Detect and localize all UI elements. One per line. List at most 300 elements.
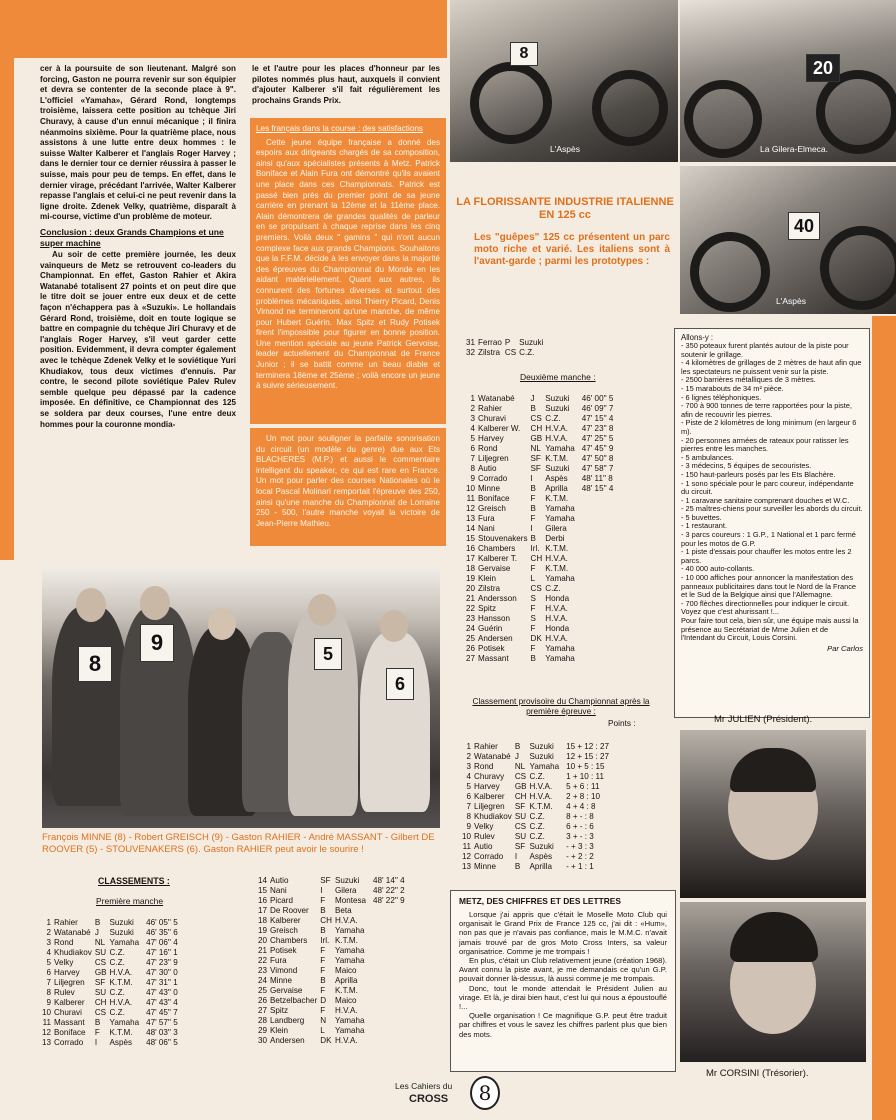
- result-row: [466, 614, 616, 624]
- time-cell: [578, 594, 617, 604]
- time-cell: [369, 936, 408, 946]
- page-number: 8: [470, 1076, 500, 1110]
- first-heat-table-c: [466, 338, 553, 358]
- country-cell: F: [320, 986, 326, 995]
- rider-cell: Guérin: [478, 624, 503, 633]
- rank-cell: 7: [466, 802, 472, 811]
- make-cell: H.V.A.: [109, 968, 133, 977]
- rider-cell: Fura: [478, 514, 495, 523]
- allons-y-item: - 5 ambulances.: [681, 452, 734, 462]
- rider-cell: Potisek: [478, 644, 505, 653]
- rider-cell: Churavy: [474, 772, 505, 781]
- time-cell: 48' 22'' 2: [373, 886, 405, 895]
- make-cell: Yamaha: [545, 574, 575, 583]
- result-row: [466, 564, 616, 574]
- country-cell: CS: [94, 1008, 107, 1017]
- make-cell: Yamaha: [334, 946, 365, 955]
- result-row: [466, 654, 616, 664]
- rider-cell: Khudiakov: [474, 812, 512, 821]
- time-cell: 48' 14'' 4: [373, 876, 405, 885]
- result-row: [42, 998, 181, 1008]
- result-row: [42, 948, 181, 958]
- provisional-standings-title: Classement provisoire du Championnat après la première épreuve :: [472, 696, 650, 716]
- time-cell: 8 + - : 8: [566, 812, 594, 821]
- result-row: [466, 584, 616, 594]
- time-cell: 4 + 4 : 8: [566, 802, 596, 811]
- rider-cell: Nani: [270, 886, 287, 895]
- rank-cell: 32: [466, 348, 476, 357]
- rider-cell: Rahier: [474, 742, 498, 751]
- result-row: [466, 624, 616, 634]
- make-cell: Maico: [334, 996, 357, 1005]
- rider-cell: Minne: [474, 862, 497, 871]
- metz-figures-p1: Lorsque j'ai appris que c'était le Moselle Moto Club qui organisait le Grand Prix de France 125 cc, j'ai dit : «Hum», non pas que je n'avais pas confiance, mais le M.M.C. n'avait jamais trouvé par de gros Moto Cross Inters, sa valeur organisatrice. Comme je me trompais !: [459, 910, 667, 956]
- result-row: [42, 938, 181, 948]
- country-cell: I: [530, 474, 533, 483]
- rank-cell: 6: [470, 444, 476, 453]
- allons-y-item: - 4 kilomètres de grillages de 2 mètres de haut afin que les spectateurs ne puissent venir sur la piste.: [681, 358, 862, 376]
- time-cell: 47' 30'' 0: [146, 968, 178, 977]
- time-cell: 2 + 8 : 10: [566, 792, 601, 801]
- allons-y-item: - 3 médecins, 5 équipes de secouristes.: [681, 461, 812, 471]
- time-cell: 47' 45'' 9: [581, 444, 614, 453]
- make-cell: C.Z.: [545, 584, 561, 593]
- result-row: [42, 928, 181, 938]
- time-cell: 47' 31'' 1: [146, 978, 178, 987]
- time-cell: 46' 09'' 7: [581, 404, 614, 413]
- make-cell: C.Z.: [529, 832, 545, 841]
- make-cell: H.V.A.: [545, 634, 568, 643]
- make-cell: Maico: [334, 966, 357, 975]
- rider-cell: Massant: [478, 654, 509, 663]
- result-row: [466, 494, 616, 504]
- rider-cell: Watanabé: [478, 394, 515, 403]
- allons-y-item: - 2500 barrières métalliques de 3 mètres.: [681, 375, 816, 385]
- country-cell: F: [530, 604, 536, 613]
- result-row: [462, 802, 612, 812]
- time-cell: [578, 574, 617, 584]
- magazine-logo: [395, 1074, 505, 1114]
- result-row: [466, 554, 616, 564]
- make-cell: H.V.A.: [545, 554, 568, 563]
- country-cell: CH: [530, 424, 543, 433]
- country-cell: P: [504, 338, 511, 347]
- rank-cell: 17: [258, 906, 268, 915]
- make-cell: K.T.M.: [109, 978, 133, 987]
- country-cell: CH: [94, 998, 107, 1007]
- second-heat-title: Deuxième manche :: [520, 372, 596, 382]
- logo-line-2: CROSS: [409, 1093, 449, 1105]
- rank-cell: 13: [462, 862, 472, 871]
- result-row: [258, 1016, 408, 1026]
- rider-cell: Minne: [478, 484, 501, 493]
- sound-system-box: [250, 428, 446, 546]
- result-row: [42, 1038, 181, 1048]
- rank-cell: 21: [466, 594, 476, 603]
- rider-cell: Rahier: [54, 918, 78, 927]
- time-cell: 47' 43'' 0: [146, 988, 178, 997]
- result-row: [258, 996, 408, 1006]
- provisional-standings-table: [462, 742, 612, 872]
- result-row: [466, 474, 616, 484]
- rank-cell: 15: [258, 886, 268, 895]
- metz-figures-p2: En plus, c'était un Club relativement jeune (création 1968). Avant connu la piste avant, je me demandais ce qu'un G.P. pouvait donner là-dessus, là aussi comme je me trompais.: [459, 956, 667, 984]
- make-cell: K.T.M.: [545, 544, 569, 553]
- rider-cell: Harvey: [478, 434, 504, 443]
- rider-cell: Liljegren: [478, 454, 509, 463]
- rank-cell: 3: [46, 938, 52, 947]
- rank-cell: 17: [466, 554, 476, 563]
- time-cell: [369, 1016, 408, 1026]
- allons-y-item: - 700 à 900 tonnes de terre rapportées pour la piste, afin de recouvrir les pierres.: [681, 401, 852, 419]
- make-cell: Suzuki: [529, 742, 554, 751]
- rank-cell: 18: [466, 564, 476, 573]
- time-cell: 10 + 5 : 15: [566, 762, 605, 771]
- result-row: [466, 634, 616, 644]
- result-row: [462, 822, 612, 832]
- country-cell: F: [320, 1006, 326, 1015]
- make-cell: H.V.A.: [334, 1036, 358, 1045]
- country-cell: CS: [94, 958, 107, 967]
- time-cell: 48' 11'' 8: [581, 474, 613, 483]
- time-cell: 1 + 10 : 11: [566, 772, 604, 781]
- time-cell: [546, 348, 553, 358]
- rider-cell: Gervaise: [478, 564, 511, 573]
- country-cell: NL: [94, 938, 106, 947]
- country-cell: B: [320, 926, 326, 935]
- metz-figures-box: [450, 890, 676, 1072]
- result-row: [462, 792, 612, 802]
- make-cell: Yamaha: [545, 514, 575, 523]
- rank-cell: 19: [466, 574, 476, 583]
- make-cell: C.Z.: [519, 348, 535, 357]
- rider-cell: Klein: [270, 1026, 289, 1035]
- make-cell: Aspès: [529, 852, 553, 861]
- rank-cell: 22: [258, 956, 268, 965]
- time-cell: 46' 05'' 5: [146, 918, 178, 927]
- italian-industry-block: [452, 196, 678, 222]
- country-cell: SU: [94, 948, 107, 957]
- result-row: [258, 886, 408, 896]
- time-cell: 15 + 12 : 27: [566, 742, 610, 751]
- rider-cell: Rulev: [54, 988, 75, 997]
- julien-caption: Mr JULIEN (Président).: [714, 714, 813, 725]
- rank-cell: 2: [46, 928, 52, 937]
- column-1: [40, 64, 236, 430]
- rider-cell: Betzelbacher: [270, 996, 318, 1005]
- make-cell: Suzuki: [545, 404, 570, 413]
- result-row: [42, 1028, 181, 1038]
- time-cell: [578, 624, 617, 634]
- make-cell: Suzuki: [529, 752, 554, 761]
- rider-cell: Autio: [270, 876, 289, 885]
- time-cell: [578, 644, 617, 654]
- country-cell: CS: [504, 348, 517, 357]
- allons-y-item: - 1 piste d'essais pour chauffer les motos entre les 2 parcs.: [681, 547, 852, 565]
- rank-cell: 4: [46, 948, 52, 957]
- result-row: [466, 544, 616, 554]
- time-cell: 6 + - : 6: [566, 822, 594, 831]
- italian-industry-text: Les "guêpes" 125 cc présentent un parc moto riche et varié. Les italiens sont à l'avant-garde ; parmi les prototypes :: [474, 232, 670, 267]
- allons-y-item: - 25 maîtres-chiens pour surveiller les abords du circuit.: [681, 504, 863, 514]
- make-cell: Honda: [545, 594, 570, 603]
- time-cell: 47' 50'' 8: [581, 454, 614, 463]
- make-cell: Yamaha: [529, 762, 560, 771]
- country-cell: Irl.: [320, 936, 330, 945]
- rider-cell: Massant: [54, 1018, 85, 1027]
- rank-cell: 19: [258, 926, 268, 935]
- country-cell: L: [530, 574, 536, 583]
- result-row: [462, 782, 612, 792]
- time-cell: 47' 15'' 4: [581, 414, 614, 423]
- country-cell: F: [320, 966, 326, 975]
- make-cell: Derbi: [545, 534, 565, 543]
- country-cell: NL: [530, 444, 541, 453]
- rider-cell: Velky: [54, 958, 74, 967]
- time-cell: [578, 524, 617, 534]
- result-row: [466, 514, 616, 524]
- make-cell: K.T.M.: [109, 1028, 133, 1037]
- rider-cell: Corrado: [478, 474, 508, 483]
- make-cell: H.V.A.: [529, 782, 553, 791]
- country-cell: DK: [320, 1036, 332, 1045]
- rank-cell: 16: [258, 896, 268, 905]
- country-cell: F: [530, 494, 536, 503]
- make-cell: Yamaha: [545, 644, 575, 653]
- allons-y-item: - 10 000 affiches pour annoncer la manifestation des panneaux publicitaires dans tout le Nord de la France et le Sud de la Belgique ainsi que l'Allemagne.: [681, 573, 857, 600]
- country-cell: GB: [94, 968, 107, 977]
- allons-y-item: - 350 poteaux furent plantés autour de la piste pour soutenir le grillage.: [681, 341, 849, 359]
- allons-y-list: [681, 342, 863, 643]
- country-cell: L: [320, 1026, 325, 1035]
- photo-mr-julien: [680, 730, 866, 898]
- rank-cell: 11: [42, 1018, 52, 1027]
- rank-cell: 6: [466, 792, 472, 801]
- time-cell: 47' 16'' 1: [146, 948, 178, 957]
- time-cell: [369, 986, 408, 996]
- make-cell: Yamaha: [545, 654, 575, 663]
- country-cell: CS: [530, 414, 542, 423]
- time-cell: [578, 634, 617, 644]
- result-row: [466, 484, 616, 494]
- make-cell: Aspès: [545, 474, 568, 483]
- country-cell: F: [94, 1028, 100, 1037]
- rank-cell: 14: [258, 876, 268, 885]
- allons-y-item: - 150 haut-parleurs posés par les Ets Blachère.: [681, 469, 836, 479]
- photo-mr-corsini: [680, 902, 866, 1062]
- country-cell: SF: [530, 454, 541, 463]
- make-cell: Yamaha: [109, 938, 140, 947]
- rider-cell: Harvey: [474, 782, 500, 791]
- provisional-points-label: Points :: [608, 718, 636, 728]
- rider-cell: Autio: [474, 842, 493, 851]
- time-cell: 47' 45'' 7: [146, 1008, 178, 1017]
- make-cell: Yamaha: [334, 1016, 365, 1025]
- result-row: [466, 464, 616, 474]
- time-cell: 5 + 6 : 11: [566, 782, 600, 791]
- result-row: [462, 812, 612, 822]
- result-row: [42, 1018, 181, 1028]
- rider-cell: Kalberer: [54, 998, 85, 1007]
- time-cell: [578, 494, 617, 504]
- second-heat-table: [466, 394, 616, 664]
- rank-cell: 25: [466, 634, 476, 643]
- result-row: [462, 762, 612, 772]
- time-cell: [578, 584, 617, 594]
- rank-cell: 3: [470, 414, 476, 423]
- make-cell: K.T.M.: [545, 564, 569, 573]
- rank-cell: 4: [466, 772, 472, 781]
- result-row: [466, 348, 553, 358]
- rank-cell: 29: [258, 1026, 268, 1035]
- time-cell: 47' 23'' 8: [581, 424, 614, 433]
- rank-cell: 8: [46, 988, 52, 997]
- rider-cell: Chambers: [270, 936, 308, 945]
- column-2-intro: [252, 64, 440, 106]
- result-row: [258, 1026, 408, 1036]
- time-cell: 48' 15'' 4: [581, 484, 614, 493]
- rider-cell: Nani: [478, 524, 495, 533]
- rider-cell: Kalberer: [270, 916, 301, 925]
- country-cell: I: [94, 1038, 98, 1047]
- country-cell: SF: [94, 978, 106, 987]
- country-cell: J: [514, 752, 519, 761]
- allons-y-item: - 700 flèches directionnelles pour indiquer le circuit.: [681, 598, 850, 608]
- time-cell: [578, 554, 617, 564]
- group-photo-caption-block: [42, 832, 440, 855]
- classements-title: CLASSEMENTS :: [98, 876, 170, 886]
- country-cell: CH: [320, 916, 332, 925]
- country-cell: I: [514, 852, 518, 861]
- time-cell: [369, 1026, 408, 1036]
- rider-cell: Kalberer: [474, 792, 505, 801]
- rider-cell: Watanabé: [54, 928, 91, 937]
- conclusion-heading: Conclusion : deux Grands Champions et une super machine: [40, 226, 224, 248]
- country-cell: J: [94, 928, 99, 937]
- country-cell: F: [320, 946, 326, 955]
- country-cell: B: [530, 484, 536, 493]
- rank-cell: 22: [466, 604, 476, 613]
- rider-cell: Liljegren: [54, 978, 85, 987]
- result-row: [466, 604, 616, 614]
- time-cell: 12 + 15 : 27: [566, 752, 610, 761]
- time-cell: [369, 956, 408, 966]
- country-cell: NL: [514, 762, 526, 771]
- result-row: [466, 404, 616, 414]
- photo-gilera-caption: La Gilera-Elmeca.: [760, 144, 829, 154]
- rank-cell: 9: [466, 822, 472, 831]
- rank-cell: 2: [470, 404, 476, 413]
- time-cell: 47' 25'' 5: [581, 434, 614, 443]
- metz-figures-p4: Quelle organisation ! Ce magnifique G.P. peut être traduit par chiffres et vous le savez les chiffres parlent plus que bien des mots.: [459, 1011, 667, 1039]
- metz-figures-p3: Donc, tout le monde attendait le Président Julien au virage. Et là, je dirai bien haut, c'est lui qui nous a époustouflé !...: [459, 983, 667, 1012]
- time-cell: - + 1 : 1: [566, 862, 594, 871]
- result-row: [466, 444, 616, 454]
- rank-cell: 1: [470, 394, 476, 403]
- result-row: [466, 424, 616, 434]
- country-cell: SU: [514, 812, 527, 821]
- country-cell: B: [320, 976, 326, 985]
- make-cell: Suzuki: [109, 928, 134, 937]
- result-row: [258, 876, 408, 886]
- rider-cell: Rond: [474, 762, 494, 771]
- rank-cell: 3: [466, 762, 472, 771]
- make-cell: Suzuki: [545, 394, 570, 403]
- first-heat-title: Première manche: [96, 896, 164, 906]
- time-cell: 47' 58'' 7: [581, 464, 614, 473]
- rank-cell: 11: [462, 842, 472, 851]
- rider-cell: Picard: [270, 896, 293, 905]
- result-row: [462, 752, 612, 762]
- time-cell: [578, 604, 617, 614]
- rider-cell: Minne: [270, 976, 293, 985]
- country-cell: CS: [514, 772, 527, 781]
- result-row: [42, 988, 181, 998]
- rank-cell: 7: [470, 454, 476, 463]
- italian-industry-text-block: [474, 232, 670, 268]
- result-row: [258, 986, 408, 996]
- rank-cell: 30: [258, 1036, 268, 1045]
- make-cell: Yamaha: [109, 1018, 140, 1027]
- make-cell: C.Z.: [529, 772, 545, 781]
- rank-cell: 5: [466, 782, 472, 791]
- rider-cell: Boniface: [478, 494, 510, 503]
- time-cell: 47' 23'' 9: [146, 958, 178, 967]
- make-cell: C.Z.: [109, 958, 125, 967]
- col2-intro-text: le et l'autre pour les places d'honneur par les pilotes nommés plus haut, auxquels il convient d'ajouter Kalberer s'il fait régulièrement les prochains Grands Prix.: [252, 64, 440, 105]
- country-cell: GB: [530, 434, 543, 443]
- make-cell: Suzuki: [545, 464, 570, 473]
- rank-cell: 7: [46, 978, 52, 987]
- country-cell: CS: [514, 822, 527, 831]
- corsini-caption: Mr CORSINI (Trésorier).: [706, 1068, 809, 1079]
- time-cell: [578, 654, 617, 664]
- result-row: [466, 394, 616, 404]
- rank-cell: 18: [258, 916, 268, 925]
- rider-cell: Khudiakov: [54, 948, 92, 957]
- make-cell: Yamaha: [545, 504, 575, 513]
- result-row: [258, 906, 408, 916]
- result-row: [466, 594, 616, 604]
- result-row: [466, 338, 553, 348]
- allons-y-item: Voyez que c'est ahurissant !...: [681, 607, 779, 617]
- make-cell: H.V.A.: [545, 424, 568, 433]
- rider-cell: Spitz: [270, 1006, 289, 1015]
- allons-y-item: - 15 marabouts de 34 m² pièce.: [681, 383, 784, 393]
- country-cell: SU: [514, 832, 527, 841]
- time-cell: 3 + - : 3: [566, 832, 594, 841]
- result-row: [258, 956, 408, 966]
- rider-cell: Kalberer T.: [478, 554, 518, 563]
- time-cell: [369, 906, 408, 916]
- result-row: [466, 644, 616, 654]
- country-cell: I: [320, 886, 323, 895]
- country-cell: J: [530, 394, 535, 403]
- time-cell: [369, 976, 408, 986]
- make-cell: Suzuki: [519, 338, 544, 347]
- rank-cell: 11: [466, 494, 476, 503]
- make-cell: C.Z.: [109, 948, 125, 957]
- make-cell: K.T.M.: [545, 454, 569, 463]
- make-cell: Yamaha: [334, 956, 365, 965]
- result-row: [462, 862, 612, 872]
- rider-cell: Chambers: [478, 544, 516, 553]
- time-cell: [546, 338, 553, 348]
- make-cell: H.V.A.: [334, 1006, 358, 1015]
- make-cell: Honda: [545, 624, 570, 633]
- country-cell: B: [530, 654, 536, 663]
- rank-cell: 1: [46, 918, 52, 927]
